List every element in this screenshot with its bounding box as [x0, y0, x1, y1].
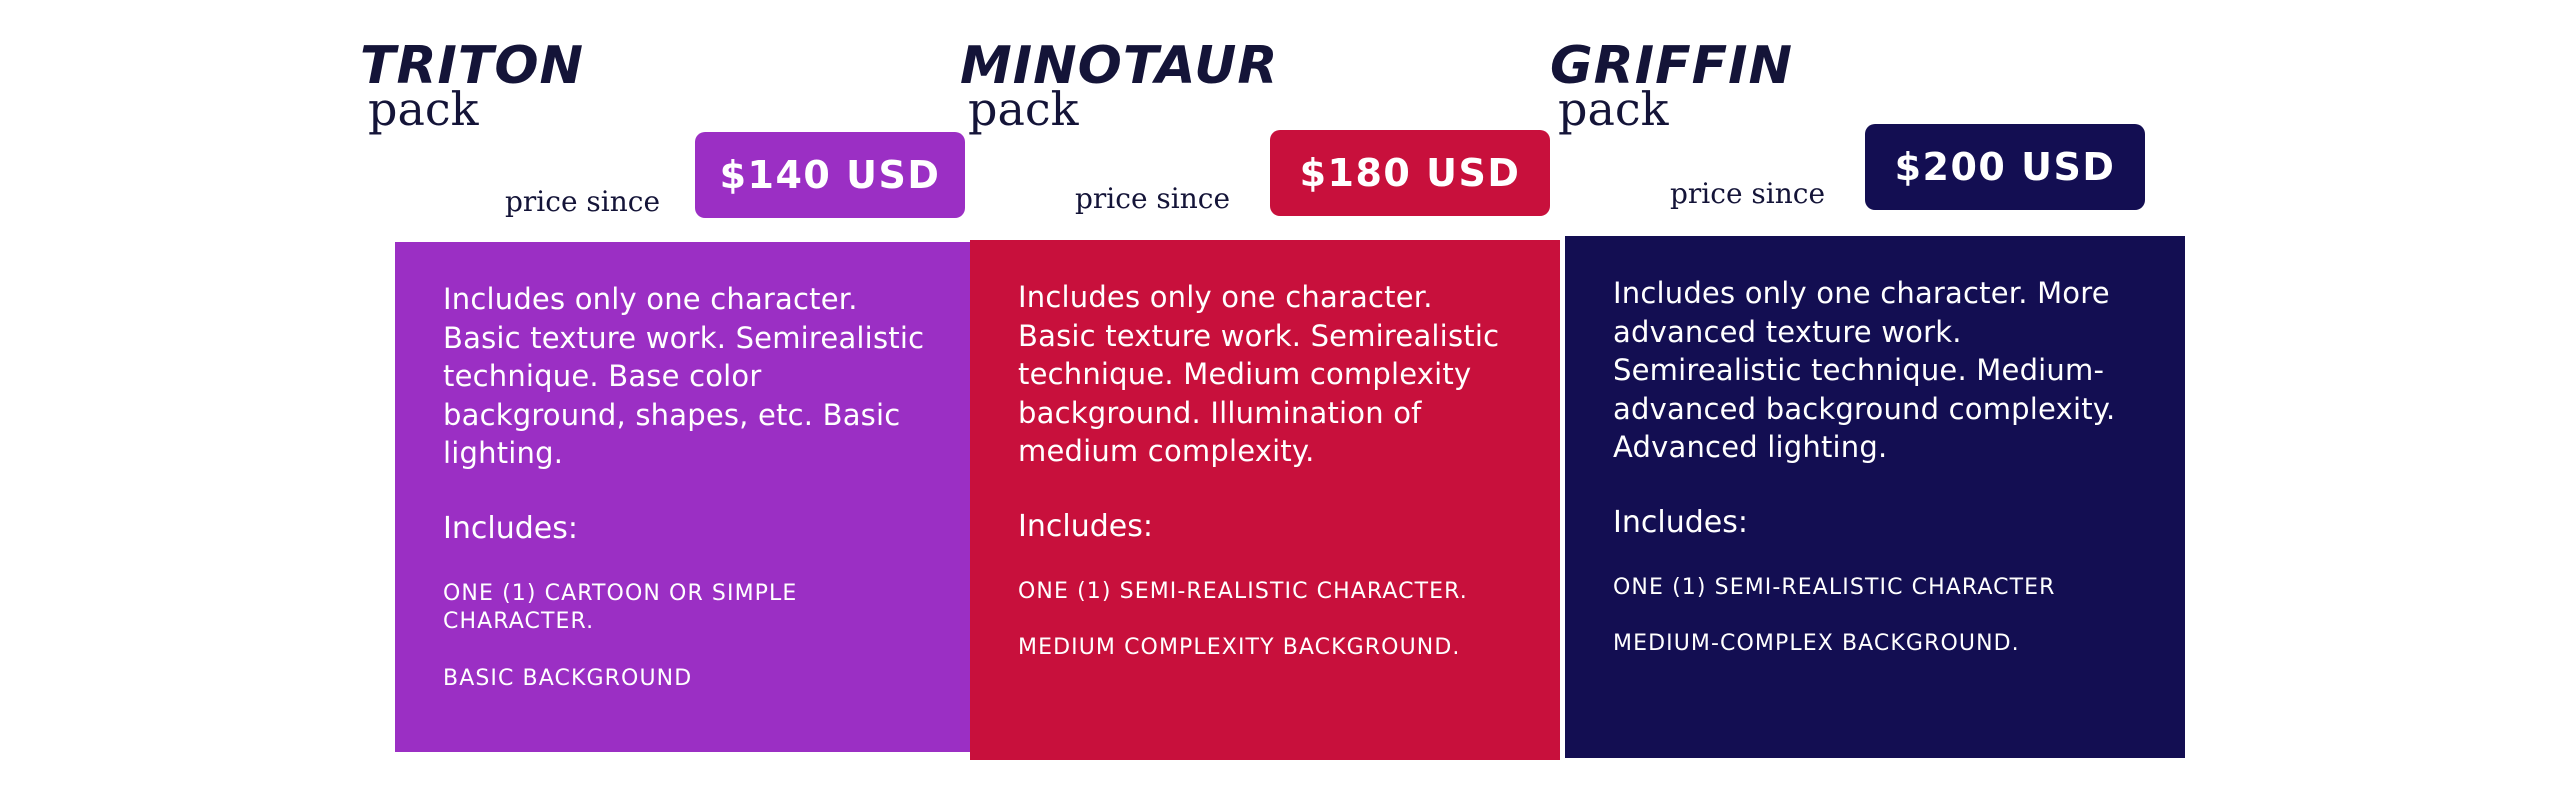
pack-subtitle: pack	[1558, 82, 1669, 136]
price-since-label: price since	[1670, 177, 1826, 210]
list-item: MEDIUM COMPLEXITY BACKGROUND.	[1018, 635, 1461, 661]
pack-description: Includes only one character. More advanced texture work. Semirealistic technique. Medium-advanced background complexity. Advanced lighting.	[1613, 276, 2116, 465]
price-since-label: price since	[1075, 182, 1231, 215]
pack-subtitle: pack	[968, 82, 1079, 136]
pack-body	[970, 240, 1560, 760]
includes-label: Includes:	[1018, 508, 1153, 544]
includes-label: Includes:	[1613, 504, 1748, 540]
pack-description: Includes only one character. Basic texture work. Semirealistic technique. Base color background, shapes, etc. Basic lighting.	[443, 282, 925, 471]
pack-title-griffin	[1550, 36, 1793, 136]
pack-body	[1565, 236, 2185, 758]
pricing-card-minotaur[interactable]	[930, 0, 1530, 788]
pack-description: Includes only one character. Basic texture work. Semirealistic technique. Medium complexity background. Illumination of medium complexity.	[1018, 280, 1500, 469]
pack-body	[395, 242, 985, 752]
pack-title-triton	[360, 36, 585, 136]
includes-label: Includes:	[443, 510, 578, 546]
pack-subtitle: pack	[368, 82, 479, 136]
list-item: ONE (1) CARTOON OR SIMPLE CHARACTER.	[443, 580, 798, 635]
price-tag: $140 USD	[695, 132, 965, 218]
price-since-label: price since	[505, 185, 661, 218]
pricing-card-triton[interactable]	[330, 0, 941, 788]
price-tag: $180 USD	[1270, 130, 1550, 216]
pack-title-minotaur	[960, 36, 1279, 136]
list-item: MEDIUM-COMPLEX BACKGROUND.	[1613, 631, 2020, 657]
list-item: ONE (1) SEMI-REALISTIC CHARACTER.	[1018, 578, 1468, 604]
pack-name: GRIFFIN	[1550, 36, 1793, 96]
pack-name: TRITON	[360, 36, 585, 96]
list-item: ONE (1) SEMI-REALISTIC CHARACTER	[1613, 574, 2056, 600]
list-item: BASIC BACKGROUND	[443, 666, 693, 691]
pricing-card-griffin[interactable]	[1520, 0, 2240, 788]
pack-name: MINOTAUR	[960, 36, 1279, 96]
price-tag: $200 USD	[1865, 124, 2145, 210]
